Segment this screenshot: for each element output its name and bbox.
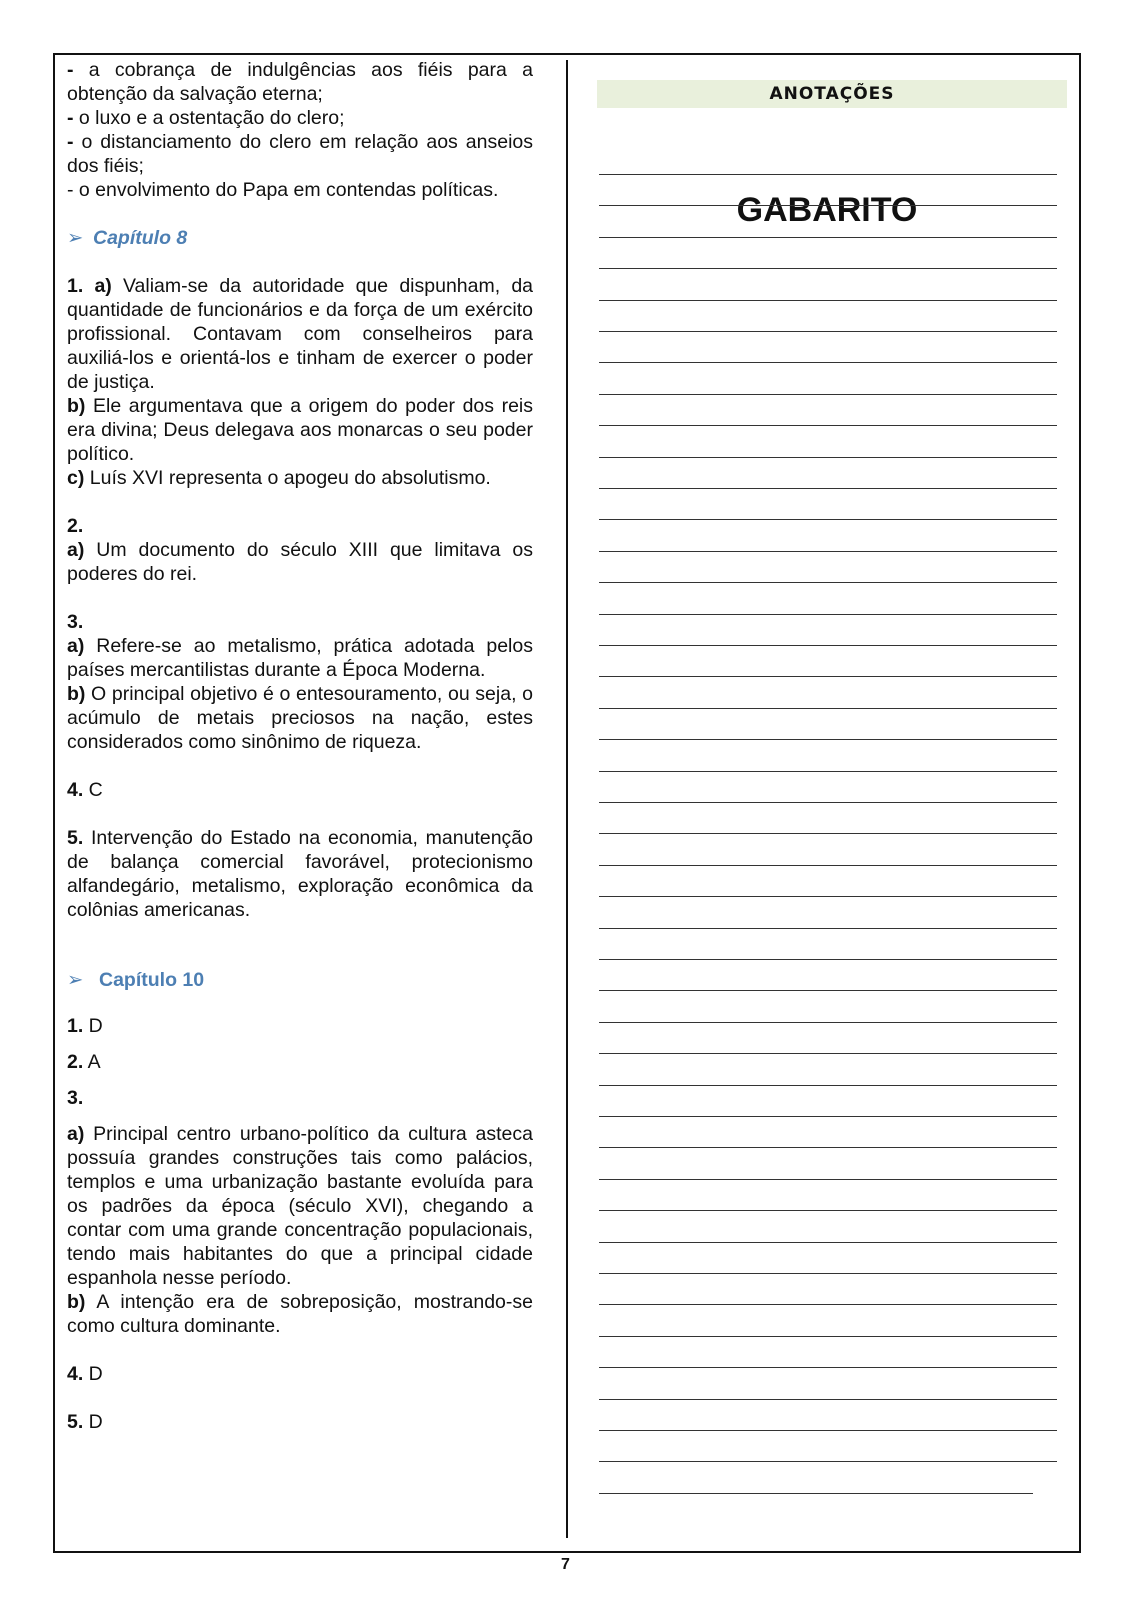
annotation-line xyxy=(599,739,1057,740)
annotation-line xyxy=(599,300,1057,301)
ch10-q3-a: a) Principal centro urbano-político da cultura asteca possuía grandes construções tais como palácios, templos e uma urbanização bastante evoluída para os padrões da época (século XVI), chegando a contar com uma grande concentração populacionais, tendo mais habitantes do que a principal cidade espanhola nesse período. xyxy=(67,1123,533,1289)
ch8-q1-a: 1. a) Valiam-se da autoridade que dispunham, da quantidade de funcionários e da força de um exército profissional. Contavam com conselheiros para auxiliá-los e orientá-los e tinham de exercer o poder de justiça. xyxy=(67,275,534,393)
ch10-q3-b: b) A intenção era de sobreposição, mostrando-se como cultura dominante. xyxy=(67,1291,533,1337)
ch10-q1: 1. D xyxy=(67,1015,103,1037)
ch8-q2-number: 2. xyxy=(67,515,84,537)
page-number: 7 xyxy=(561,1556,570,1573)
ch10-q3-number: 3. xyxy=(67,1087,84,1109)
ch10-q4: 4. D xyxy=(67,1363,103,1385)
annotation-line xyxy=(599,771,1057,772)
annotation-line xyxy=(599,551,1057,552)
intro-bullet: - o envolvimento do Papa em contendas políticas. xyxy=(67,179,499,201)
arrow-bullet-icon: ➢ xyxy=(67,227,84,249)
arrow-bullet-icon: ➢ xyxy=(67,969,84,991)
annotation-line xyxy=(599,614,1057,615)
ch10-q5: 5. D xyxy=(67,1411,103,1433)
annotation-line xyxy=(599,676,1057,677)
ch8-q5: 5. Intervenção do Estado na economia, manutenção de balança comercial favorável, protecionismo alfandegário, metalismo, exploração econômica da colônias americanas. xyxy=(67,827,533,921)
annotation-line xyxy=(599,896,1057,897)
ch10-q2: 2. A xyxy=(67,1051,101,1073)
annotation-line xyxy=(599,802,1057,803)
annotation-line xyxy=(599,708,1057,709)
annotation-line xyxy=(599,331,1057,332)
chapter-8-heading: ➢ Capítulo 8 xyxy=(67,227,188,249)
annotation-line xyxy=(599,1399,1057,1400)
annotation-line xyxy=(599,205,1057,206)
annotation-line xyxy=(599,268,1057,269)
annotation-line xyxy=(599,865,1057,866)
annotation-line xyxy=(599,1367,1057,1368)
ch8-q3-a: a) Refere-se ao metalismo, prática adotada pelos países mercantilistas durante a Época Moderna. xyxy=(67,635,533,681)
annotation-line xyxy=(599,1179,1057,1180)
annotation-line xyxy=(599,174,1057,175)
annotation-line xyxy=(599,425,1057,426)
chapter-10-heading: ➢ Capítulo 10 xyxy=(67,969,205,991)
ch8-q3-b: b) O principal objetivo é o entesouramento, ou seja, o acúmulo de metais preciosos na nação, estes considerados como sinônimo de riqueza. xyxy=(67,683,533,753)
annotation-line xyxy=(599,1147,1057,1148)
gabarito-stamp: GABARITO xyxy=(736,191,918,229)
column-divider xyxy=(566,60,568,1538)
ch8-q1-b: b) Ele argumentava que a origem do poder dos reis era divina; Deus delegava aos monarcas o seu poder político. xyxy=(67,395,533,465)
annotation-line xyxy=(599,1085,1057,1086)
annotation-line xyxy=(599,645,1057,646)
annotations-header: ANOTAÇÕES xyxy=(597,80,1067,108)
annotation-line xyxy=(599,488,1057,489)
annotation-line xyxy=(599,928,1057,929)
annotation-line xyxy=(599,457,1057,458)
answers-column xyxy=(67,58,533,1434)
annotation-line xyxy=(599,959,1057,960)
annotation-line xyxy=(599,1461,1057,1462)
annotation-line xyxy=(599,237,1057,238)
annotation-line xyxy=(599,582,1057,583)
annotation-line xyxy=(599,990,1057,991)
ch8-q4: 4. C xyxy=(67,779,103,801)
annotation-line xyxy=(599,1116,1057,1117)
annotation-line xyxy=(599,362,1057,363)
intro-bullet: - o distanciamento do clero em relação aos anseios dos fiéis; xyxy=(67,131,533,177)
annotation-line xyxy=(599,1493,1033,1494)
annotation-line xyxy=(599,1430,1057,1431)
intro-bullet: - o luxo e a ostentação do clero; xyxy=(67,107,345,129)
ch8-q3-number: 3. xyxy=(67,611,84,633)
ch8-q1-c: c) Luís XVI representa o apogeu do absolutismo. xyxy=(67,467,491,489)
annotation-line xyxy=(599,1273,1057,1274)
ch8-q2-a: a) Um documento do século XIII que limitava os poderes do rei. xyxy=(67,539,533,585)
annotation-line xyxy=(599,1242,1057,1243)
annotation-line xyxy=(599,1336,1057,1337)
annotation-line xyxy=(599,1053,1057,1054)
annotation-line xyxy=(599,833,1057,834)
annotation-line xyxy=(599,394,1057,395)
annotation-line xyxy=(599,1210,1057,1211)
annotation-line xyxy=(599,519,1057,520)
annotation-line xyxy=(599,1022,1057,1023)
annotations-column xyxy=(597,80,1067,229)
annotation-line xyxy=(599,1304,1057,1305)
intro-bullet: - a cobrança de indulgências aos fiéis para a obtenção da salvação eterna; xyxy=(67,59,533,105)
